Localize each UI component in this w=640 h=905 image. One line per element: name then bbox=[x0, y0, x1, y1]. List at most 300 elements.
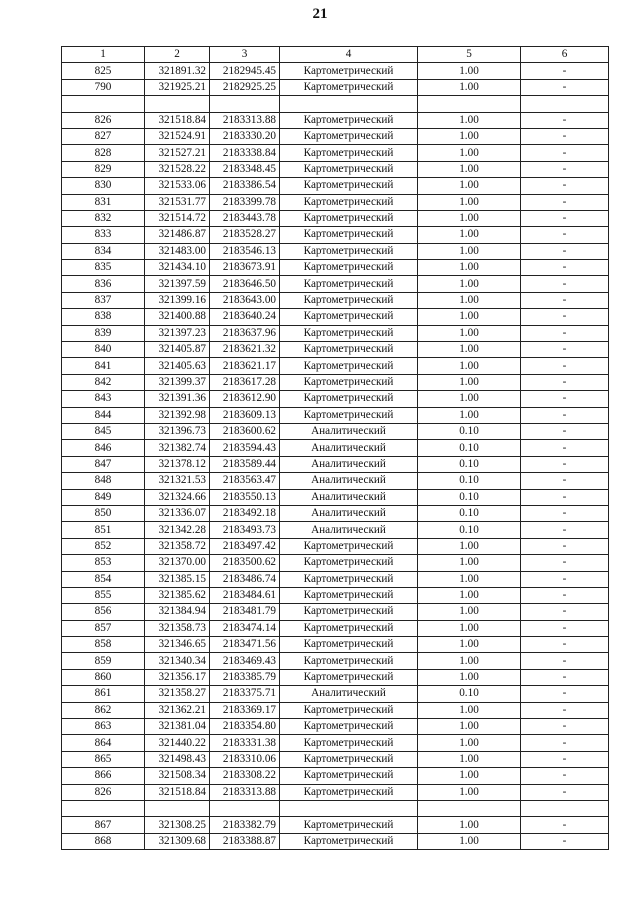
cell-accuracy: 1.00 bbox=[418, 735, 521, 751]
cell-note: - bbox=[521, 538, 609, 554]
cell-point-number: 844 bbox=[62, 407, 145, 423]
cell-method: Картометрический bbox=[280, 833, 418, 849]
table-row bbox=[62, 79, 609, 95]
cell-coordinate-y: 2183484.61 bbox=[210, 587, 280, 603]
cell-note: - bbox=[521, 342, 609, 358]
cell-accuracy: 1.00 bbox=[418, 194, 521, 210]
cell-note: - bbox=[521, 423, 609, 439]
cell-method: Аналитический bbox=[280, 423, 418, 439]
cell-note: - bbox=[521, 505, 609, 521]
cell-accuracy: 1.00 bbox=[418, 227, 521, 243]
table-row bbox=[62, 489, 609, 505]
cell-coordinate-y: 2183388.87 bbox=[210, 833, 280, 849]
cell-method: Аналитический bbox=[280, 489, 418, 505]
cell-coordinate-y: 2183643.00 bbox=[210, 292, 280, 308]
cell-note: - bbox=[521, 784, 609, 800]
cell-coordinate-x: 321356.17 bbox=[145, 669, 210, 685]
cell-method: Картометрический bbox=[280, 751, 418, 767]
cell-note: - bbox=[521, 407, 609, 423]
cell-coordinate-x: 321336.07 bbox=[145, 505, 210, 521]
cell-point-number: 855 bbox=[62, 587, 145, 603]
cell-method: Картометрический bbox=[280, 719, 418, 735]
cell-point-number: 845 bbox=[62, 423, 145, 439]
cell-point-number: 835 bbox=[62, 260, 145, 276]
cell-coordinate-y: 2183546.13 bbox=[210, 243, 280, 259]
cell-note: - bbox=[521, 473, 609, 489]
cell-accuracy: 1.00 bbox=[418, 817, 521, 833]
column-header-4: 4 bbox=[280, 47, 418, 63]
cell-point-number: 857 bbox=[62, 620, 145, 636]
cell-note: - bbox=[521, 243, 609, 259]
cell-note: - bbox=[521, 833, 609, 849]
cell-accuracy: 1.00 bbox=[418, 719, 521, 735]
cell-coordinate-y: 2183612.90 bbox=[210, 391, 280, 407]
cell-method: Картометрический bbox=[280, 292, 418, 308]
cell-point-number: 830 bbox=[62, 178, 145, 194]
cell-point-number: 851 bbox=[62, 522, 145, 538]
cell-coordinate-y: 2183500.62 bbox=[210, 555, 280, 571]
cell-accuracy: 1.00 bbox=[418, 112, 521, 128]
table-row bbox=[62, 161, 609, 177]
cell-accuracy: 1.00 bbox=[418, 669, 521, 685]
table-row bbox=[62, 686, 609, 702]
cell-coordinate-y: 2183443.78 bbox=[210, 210, 280, 226]
cell-accuracy: 1.00 bbox=[418, 161, 521, 177]
cell-method: Картометрический bbox=[280, 620, 418, 636]
table-row bbox=[62, 505, 609, 521]
cell-note: - bbox=[521, 571, 609, 587]
cell-method: Картометрический bbox=[280, 112, 418, 128]
cell-coordinate-x: 321378.12 bbox=[145, 456, 210, 472]
cell-method: Картометрический bbox=[280, 342, 418, 358]
cell-note: - bbox=[521, 210, 609, 226]
cell-note: - bbox=[521, 260, 609, 276]
cell-point-number: 837 bbox=[62, 292, 145, 308]
cell-accuracy: 1.00 bbox=[418, 391, 521, 407]
cell-coordinate-x: 321385.15 bbox=[145, 571, 210, 587]
table-row bbox=[62, 833, 609, 849]
cell-point-number: 865 bbox=[62, 751, 145, 767]
cell-method: Картометрический bbox=[280, 391, 418, 407]
cell-accuracy: 0.10 bbox=[418, 522, 521, 538]
cell-method: Картометрический bbox=[280, 784, 418, 800]
cell-note: - bbox=[521, 194, 609, 210]
cell-note: - bbox=[521, 145, 609, 161]
table-row bbox=[62, 817, 609, 833]
cell-point-number: 868 bbox=[62, 833, 145, 849]
cell-note: - bbox=[521, 440, 609, 456]
cell-coordinate-x: 321382.74 bbox=[145, 440, 210, 456]
cell-method: Картометрический bbox=[280, 374, 418, 390]
cell-coordinate-y: 2183621.17 bbox=[210, 358, 280, 374]
cell-point-number: 858 bbox=[62, 637, 145, 653]
table-row bbox=[62, 768, 609, 784]
cell-note bbox=[521, 96, 609, 112]
cell-coordinate-y: 2183589.44 bbox=[210, 456, 280, 472]
cell-method: Картометрический bbox=[280, 653, 418, 669]
cell-note: - bbox=[521, 292, 609, 308]
table-row bbox=[62, 325, 609, 341]
cell-accuracy: 1.00 bbox=[418, 342, 521, 358]
cell-accuracy: 1.00 bbox=[418, 587, 521, 603]
table-row bbox=[62, 292, 609, 308]
cell-point-number: 866 bbox=[62, 768, 145, 784]
cell-method: Картометрический bbox=[280, 276, 418, 292]
cell-coordinate-x: 321528.22 bbox=[145, 161, 210, 177]
cell-coordinate-x: 321514.72 bbox=[145, 210, 210, 226]
cell-note: - bbox=[521, 620, 609, 636]
cell-method: Картометрический bbox=[280, 587, 418, 603]
cell-method: Картометрический bbox=[280, 538, 418, 554]
cell-point-number: 856 bbox=[62, 604, 145, 620]
cell-note: - bbox=[521, 702, 609, 718]
table-gap-row bbox=[62, 800, 609, 816]
cell-method: Картометрический bbox=[280, 227, 418, 243]
cell-coordinate-y: 2182925.25 bbox=[210, 79, 280, 95]
cell-method: Картометрический bbox=[280, 63, 418, 79]
cell-coordinate-y: 2183386.54 bbox=[210, 178, 280, 194]
cell-point-number bbox=[62, 800, 145, 816]
cell-note: - bbox=[521, 309, 609, 325]
cell-accuracy: 1.00 bbox=[418, 128, 521, 144]
cell-note: - bbox=[521, 751, 609, 767]
cell-note: - bbox=[521, 669, 609, 685]
cell-note: - bbox=[521, 653, 609, 669]
cell-coordinate-y: 2183563.47 bbox=[210, 473, 280, 489]
cell-accuracy: 1.00 bbox=[418, 79, 521, 95]
cell-accuracy: 1.00 bbox=[418, 751, 521, 767]
cell-coordinate-y: 2183338.84 bbox=[210, 145, 280, 161]
cell-note: - bbox=[521, 686, 609, 702]
cell-method: Аналитический bbox=[280, 686, 418, 702]
cell-method: Картометрический bbox=[280, 161, 418, 177]
cell-method: Картометрический bbox=[280, 702, 418, 718]
cell-accuracy: 1.00 bbox=[418, 637, 521, 653]
cell-point-number: 838 bbox=[62, 309, 145, 325]
cell-point-number: 826 bbox=[62, 112, 145, 128]
cell-coordinate-x: 321925.21 bbox=[145, 79, 210, 95]
cell-note: - bbox=[521, 112, 609, 128]
table-row bbox=[62, 260, 609, 276]
table-gap-row bbox=[62, 96, 609, 112]
cell-point-number: 836 bbox=[62, 276, 145, 292]
cell-note: - bbox=[521, 161, 609, 177]
cell-coordinate-y: 2183308.22 bbox=[210, 768, 280, 784]
cell-note: - bbox=[521, 276, 609, 292]
cell-coordinate-x: 321397.59 bbox=[145, 276, 210, 292]
cell-accuracy: 1.00 bbox=[418, 653, 521, 669]
cell-method bbox=[280, 800, 418, 816]
cell-coordinate-x: 321440.22 bbox=[145, 735, 210, 751]
cell-accuracy: 1.00 bbox=[418, 145, 521, 161]
cell-coordinate-x: 321346.65 bbox=[145, 637, 210, 653]
cell-accuracy bbox=[418, 800, 521, 816]
table-row bbox=[62, 751, 609, 767]
cell-coordinate-y: 2183310.06 bbox=[210, 751, 280, 767]
column-header-6: 6 bbox=[521, 47, 609, 63]
table-row bbox=[62, 145, 609, 161]
cell-point-number: 850 bbox=[62, 505, 145, 521]
cell-coordinate-y: 2183399.78 bbox=[210, 194, 280, 210]
cell-coordinate-x: 321370.00 bbox=[145, 555, 210, 571]
cell-coordinate-y: 2183481.79 bbox=[210, 604, 280, 620]
cell-note: - bbox=[521, 719, 609, 735]
cell-point-number: 849 bbox=[62, 489, 145, 505]
cell-accuracy: 0.10 bbox=[418, 489, 521, 505]
cell-accuracy: 1.00 bbox=[418, 702, 521, 718]
cell-point-number: 790 bbox=[62, 79, 145, 95]
table-row bbox=[62, 128, 609, 144]
cell-point-number: 864 bbox=[62, 735, 145, 751]
cell-accuracy: 1.00 bbox=[418, 571, 521, 587]
cell-coordinate-x: 321340.34 bbox=[145, 653, 210, 669]
cell-accuracy: 0.10 bbox=[418, 473, 521, 489]
cell-accuracy: 1.00 bbox=[418, 63, 521, 79]
cell-accuracy: 1.00 bbox=[418, 784, 521, 800]
cell-method: Картометрический bbox=[280, 637, 418, 653]
cell-note: - bbox=[521, 489, 609, 505]
cell-coordinate-y: 2183550.13 bbox=[210, 489, 280, 505]
cell-point-number: 859 bbox=[62, 653, 145, 669]
cell-note: - bbox=[521, 79, 609, 95]
cell-accuracy: 1.00 bbox=[418, 555, 521, 571]
cell-note: - bbox=[521, 358, 609, 374]
cell-accuracy: 1.00 bbox=[418, 260, 521, 276]
cell-coordinate-y: 2182945.45 bbox=[210, 63, 280, 79]
cell-method: Аналитический bbox=[280, 440, 418, 456]
table-row bbox=[62, 374, 609, 390]
table-row bbox=[62, 112, 609, 128]
cell-method: Аналитический bbox=[280, 505, 418, 521]
cell-coordinate-y: 2183594.43 bbox=[210, 440, 280, 456]
cell-method: Картометрический bbox=[280, 358, 418, 374]
table-row bbox=[62, 63, 609, 79]
cell-accuracy: 1.00 bbox=[418, 407, 521, 423]
cell-coordinate-y: 2183640.24 bbox=[210, 309, 280, 325]
page-number: 21 bbox=[312, 6, 328, 22]
cell-coordinate-x: 321498.43 bbox=[145, 751, 210, 767]
cell-point-number: 863 bbox=[62, 719, 145, 735]
cell-note: - bbox=[521, 817, 609, 833]
column-header-1: 1 bbox=[62, 47, 145, 63]
cell-point-number: 832 bbox=[62, 210, 145, 226]
cell-point-number: 848 bbox=[62, 473, 145, 489]
cell-coordinate-y: 2183369.17 bbox=[210, 702, 280, 718]
cell-coordinate-x: 321527.21 bbox=[145, 145, 210, 161]
cell-note: - bbox=[521, 555, 609, 571]
cell-method: Аналитический bbox=[280, 522, 418, 538]
cell-point-number: 831 bbox=[62, 194, 145, 210]
cell-method: Картометрический bbox=[280, 128, 418, 144]
table-row bbox=[62, 473, 609, 489]
cell-method: Картометрический bbox=[280, 571, 418, 587]
cell-coordinate-x: 321508.34 bbox=[145, 768, 210, 784]
cell-accuracy: 1.00 bbox=[418, 292, 521, 308]
cell-coordinate-y: 2183609.13 bbox=[210, 407, 280, 423]
cell-method: Картометрический bbox=[280, 79, 418, 95]
cell-coordinate-x: 321308.25 bbox=[145, 817, 210, 833]
cell-note: - bbox=[521, 391, 609, 407]
table-row bbox=[62, 456, 609, 472]
cell-point-number: 839 bbox=[62, 325, 145, 341]
table-row bbox=[62, 620, 609, 636]
cell-coordinate-y: 2183471.56 bbox=[210, 637, 280, 653]
table-row bbox=[62, 227, 609, 243]
cell-accuracy: 1.00 bbox=[418, 768, 521, 784]
cell-method bbox=[280, 96, 418, 112]
cell-coordinate-y: 2183375.71 bbox=[210, 686, 280, 702]
cell-accuracy: 1.00 bbox=[418, 309, 521, 325]
table-row bbox=[62, 440, 609, 456]
cell-coordinate-y: 2183621.32 bbox=[210, 342, 280, 358]
table-row bbox=[62, 571, 609, 587]
cell-point-number: 853 bbox=[62, 555, 145, 571]
table-row bbox=[62, 719, 609, 735]
table-row bbox=[62, 178, 609, 194]
cell-coordinate-y bbox=[210, 800, 280, 816]
cell-point-number bbox=[62, 96, 145, 112]
cell-method: Картометрический bbox=[280, 817, 418, 833]
cell-coordinate-y: 2183637.96 bbox=[210, 325, 280, 341]
table-row bbox=[62, 276, 609, 292]
cell-point-number: 852 bbox=[62, 538, 145, 554]
cell-note: - bbox=[521, 178, 609, 194]
cell-coordinate-x: 321486.87 bbox=[145, 227, 210, 243]
cell-coordinate-x: 321309.68 bbox=[145, 833, 210, 849]
cell-accuracy: 1.00 bbox=[418, 178, 521, 194]
cell-coordinate-x: 321358.73 bbox=[145, 620, 210, 636]
cell-method: Картометрический bbox=[280, 309, 418, 325]
cell-coordinate-x: 321362.21 bbox=[145, 702, 210, 718]
cell-coordinate-y: 2183313.88 bbox=[210, 112, 280, 128]
cell-coordinate-y: 2183600.62 bbox=[210, 423, 280, 439]
cell-coordinate-x bbox=[145, 800, 210, 816]
cell-accuracy: 1.00 bbox=[418, 210, 521, 226]
cell-coordinate-y bbox=[210, 96, 280, 112]
table-row bbox=[62, 358, 609, 374]
cell-point-number: 842 bbox=[62, 374, 145, 390]
table-row bbox=[62, 407, 609, 423]
cell-note: - bbox=[521, 227, 609, 243]
cell-coordinate-x: 321434.10 bbox=[145, 260, 210, 276]
cell-coordinate-x: 321405.63 bbox=[145, 358, 210, 374]
cell-coordinate-x: 321891.32 bbox=[145, 63, 210, 79]
column-header-3: 3 bbox=[210, 47, 280, 63]
table-row bbox=[62, 784, 609, 800]
cell-coordinate-x: 321384.94 bbox=[145, 604, 210, 620]
cell-method: Картометрический bbox=[280, 604, 418, 620]
cell-method: Картометрический bbox=[280, 145, 418, 161]
cell-coordinate-x: 321324.66 bbox=[145, 489, 210, 505]
table-body bbox=[62, 63, 609, 850]
cell-point-number: 861 bbox=[62, 686, 145, 702]
cell-accuracy: 1.00 bbox=[418, 620, 521, 636]
table-row bbox=[62, 194, 609, 210]
cell-coordinate-x: 321392.98 bbox=[145, 407, 210, 423]
table-row bbox=[62, 653, 609, 669]
cell-point-number: 834 bbox=[62, 243, 145, 259]
cell-coordinate-x: 321518.84 bbox=[145, 784, 210, 800]
cell-coordinate-y: 2183493.73 bbox=[210, 522, 280, 538]
table-row bbox=[62, 538, 609, 554]
cell-coordinate-y: 2183354.80 bbox=[210, 719, 280, 735]
table-row bbox=[62, 342, 609, 358]
table-row bbox=[62, 522, 609, 538]
cell-note: - bbox=[521, 522, 609, 538]
cell-note: - bbox=[521, 735, 609, 751]
cell-method: Картометрический bbox=[280, 735, 418, 751]
cell-coordinate-y: 2183486.74 bbox=[210, 571, 280, 587]
cell-note: - bbox=[521, 63, 609, 79]
cell-accuracy: 1.00 bbox=[418, 604, 521, 620]
cell-point-number: 854 bbox=[62, 571, 145, 587]
cell-coordinate-y: 2183330.20 bbox=[210, 128, 280, 144]
cell-method: Картометрический bbox=[280, 178, 418, 194]
cell-point-number: 833 bbox=[62, 227, 145, 243]
cell-coordinate-x: 321358.27 bbox=[145, 686, 210, 702]
cell-accuracy: 0.10 bbox=[418, 505, 521, 521]
cell-coordinate-x: 321531.77 bbox=[145, 194, 210, 210]
cell-coordinate-x: 321518.84 bbox=[145, 112, 210, 128]
cell-point-number: 828 bbox=[62, 145, 145, 161]
cell-point-number: 867 bbox=[62, 817, 145, 833]
cell-method: Аналитический bbox=[280, 473, 418, 489]
column-header-2: 2 bbox=[145, 47, 210, 63]
table-row bbox=[62, 391, 609, 407]
cell-coordinate-x bbox=[145, 96, 210, 112]
cell-method: Аналитический bbox=[280, 456, 418, 472]
cell-coordinate-y: 2183382.79 bbox=[210, 817, 280, 833]
cell-coordinate-x: 321399.16 bbox=[145, 292, 210, 308]
cell-coordinate-y: 2183348.45 bbox=[210, 161, 280, 177]
cell-point-number: 840 bbox=[62, 342, 145, 358]
cell-coordinate-y: 2183646.50 bbox=[210, 276, 280, 292]
cell-point-number: 826 bbox=[62, 784, 145, 800]
table-row bbox=[62, 604, 609, 620]
cell-method: Картометрический bbox=[280, 555, 418, 571]
table-row bbox=[62, 587, 609, 603]
cell-coordinate-x: 321533.06 bbox=[145, 178, 210, 194]
cell-coordinate-x: 321321.53 bbox=[145, 473, 210, 489]
cell-method: Картометрический bbox=[280, 407, 418, 423]
cell-coordinate-y: 2183313.88 bbox=[210, 784, 280, 800]
cell-method: Картометрический bbox=[280, 260, 418, 276]
cell-coordinate-y: 2183673.91 bbox=[210, 260, 280, 276]
cell-accuracy: 0.10 bbox=[418, 440, 521, 456]
cell-coordinate-y: 2183617.28 bbox=[210, 374, 280, 390]
cell-note: - bbox=[521, 604, 609, 620]
cell-note: - bbox=[521, 587, 609, 603]
cell-note: - bbox=[521, 637, 609, 653]
cell-point-number: 841 bbox=[62, 358, 145, 374]
cell-note: - bbox=[521, 374, 609, 390]
cell-accuracy: 1.00 bbox=[418, 374, 521, 390]
cell-note: - bbox=[521, 128, 609, 144]
table-row bbox=[62, 702, 609, 718]
table-header-row bbox=[62, 47, 609, 63]
cell-coordinate-x: 321391.36 bbox=[145, 391, 210, 407]
cell-point-number: 860 bbox=[62, 669, 145, 685]
cell-coordinate-x: 321342.28 bbox=[145, 522, 210, 538]
cell-coordinate-x: 321405.87 bbox=[145, 342, 210, 358]
cell-method: Картометрический bbox=[280, 768, 418, 784]
cell-point-number: 825 bbox=[62, 63, 145, 79]
cell-coordinate-x: 321385.62 bbox=[145, 587, 210, 603]
cell-coordinate-y: 2183492.18 bbox=[210, 505, 280, 521]
cell-accuracy: 1.00 bbox=[418, 276, 521, 292]
cell-accuracy: 1.00 bbox=[418, 833, 521, 849]
cell-point-number: 829 bbox=[62, 161, 145, 177]
